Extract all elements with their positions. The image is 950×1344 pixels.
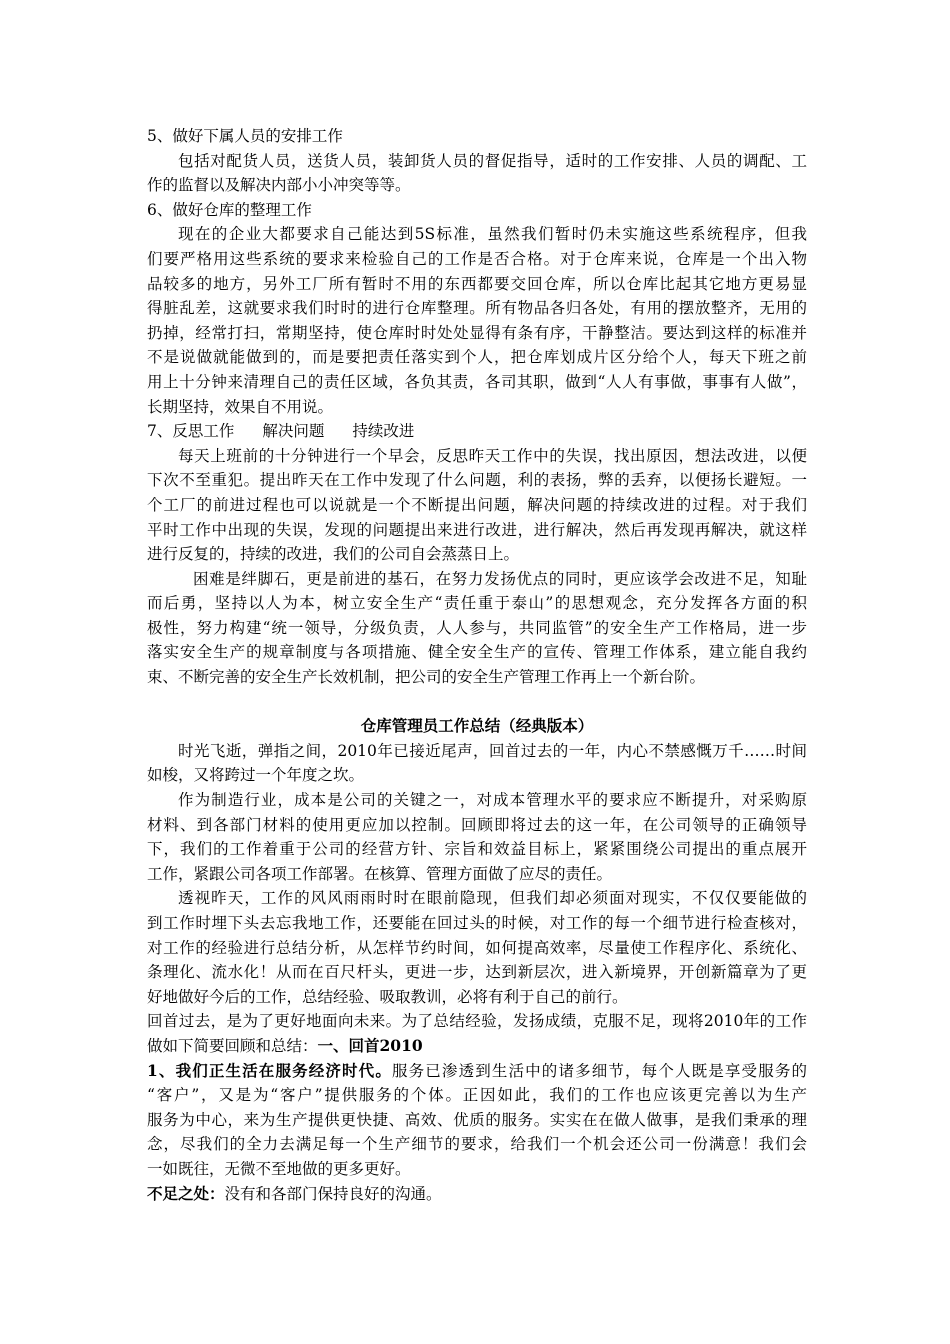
section-7-heading: [147, 419, 807, 444]
summary-p1-line: 如梭，又将跨过一个年度之坎。: [147, 766, 365, 785]
item-1-line: 念，尽我们的全力去满足每一个生产细节的要求，给我们一个机会还公司一份满意！我们会: [147, 1135, 807, 1154]
section-7-line: 下次不至重犯。提出昨天在工作中发现了什么问题，利的表扬，弊的丢弃，以便扬长避短。一: [147, 471, 807, 490]
summary-p3-line: 对工作的经验进行总结分析，从怎样节约时间，如何提高效率，尽量使工作程序化、系统化、: [147, 938, 807, 957]
shortfall-line: [147, 1182, 807, 1207]
closing-line: 束、不断完善的安全生产长效机制，把公司的安全生产管理工作再上一个新台阶。: [147, 668, 706, 687]
section-6-line: 得脏乱差，这就要求我们时时的进行仓库整理。所有物品各归各处，有用的摆放整齐，无用的: [147, 299, 807, 318]
item-1-line: 一如既往，无微不至地做的更多更好。: [147, 1159, 411, 1178]
closing-line: 落实安全生产的规章制度与各项措施、健全安全生产的宣传、管理工作体系，建立能自我约: [147, 643, 807, 662]
section-7-line: 平时工作中出现的失误，发现的问题提出来进行改进，进行解决，然后再发现再解决，就这样: [147, 520, 807, 539]
summary-p3-line: 条理化、流水化！从而在百尺杆头，更进一步，达到新层次，进入新境界，开创新篇章为了更: [147, 963, 807, 982]
section-6-line: 不是说做就能做到的，而是要把责任落实到个人，把仓库划成片区分给个人，每天下班之前: [147, 348, 807, 367]
summary-p4-line: [147, 1034, 807, 1059]
section-6-line: 扔掉，经常打扫，常期坚持，使仓库时时处处显得有条有序，干静整洁。要达到这样的标准并: [147, 323, 807, 342]
summary-p3-line: 透视昨天，工作的风风雨雨时时在眼前隐现，但我们却必须面对现实，不仅仅要能做的: [178, 889, 807, 908]
section-6-line: 长期坚持，效果自不用说。: [147, 397, 334, 416]
section-6-heading: 6、做好仓库的整理工作: [147, 200, 312, 219]
item-1-heading: 1、我们正生活在服务经济时代。: [147, 1060, 392, 1080]
section-7-heading-part: 7、反思工作: [147, 422, 235, 441]
summary-p2-line: 下，我们的工作着重于公司的经营方针、宗旨和效益目标上，紧紧围绕公司提出的重点展开: [147, 840, 807, 859]
item-1-line: [147, 1059, 807, 1084]
section-7-line: 每天上班前的十分钟进行一个早会，反思昨天工作中的失误，找出原因，想法改进，以便: [178, 446, 807, 465]
section-5-line: 作的监督以及解决内部小小冲突等等。: [147, 176, 411, 195]
item-1-line: 服务为中心，来为生产提供更快捷、高效、优质的服务。实实在在做人做事，是我们秉承的理: [147, 1110, 807, 1129]
summary-p1-line: 时光飞逝，弹指之间，2010年已接近尾声，回首过去的一年，内心不禁感慨万千……时间: [178, 741, 807, 760]
summary-p4-text: 做如下简要回顾和总结：: [147, 1036, 318, 1055]
summary-p3-line: 到工作时埋下头去忘我地工作，还要能在回过头的时候，对工作的每一个细节进行检查核对，: [147, 914, 807, 932]
item-1-text: 服务已渗透到生活中的诸多细节，每个人既是享受服务的: [391, 1061, 807, 1080]
summary-title: 仓库管理员工作总结（经典版本）: [360, 716, 594, 736]
review-heading: 一、回首2010: [317, 1035, 423, 1055]
summary-p2-line: 作为制造行业，成本是公司的关键之一，对成本管理水平的要求应不断提升，对采购原: [178, 791, 807, 810]
summary-p4-line: 回首过去，是为了更好地面向未来。为了总结经验，发扬成绩，克服不足，现将2010年的工作: [147, 1012, 807, 1031]
section-7-heading-part: 解决问题: [262, 422, 325, 441]
section-7-line: 进行反复的，持续的改进，我们的公司自会蒸蒸日上。: [147, 545, 520, 564]
document-page: [147, 124, 807, 1206]
shortfall-text: 没有和各部门保持良好的沟通。: [224, 1184, 442, 1203]
section-5-line: 包括对配货人员，送货人员，装卸货人员的督促指导，适时的工作安排、人员的调配、工: [178, 151, 807, 170]
summary-p2-line: 材料、到各部门材料的使用更应加以控制。回顾即将过去的这一年，在公司领导的正确领导: [147, 815, 807, 834]
section-5-heading: 5、做好下属人员的安排工作: [147, 127, 343, 145]
summary-p2-line: 工作，紧跟公司各项工作部署。在核算、管理方面做了应尽的责任。: [147, 864, 613, 883]
shortfall-label: 不足之处：: [147, 1183, 225, 1203]
closing-line: 困难是绊脚石，更是前进的基石，在努力发扬优点的同时，更应该学会改进不足，知耻: [193, 569, 807, 588]
section-6-line: 们要严格用这些系统的要求来检验自己的工作是否合格。对于仓库来说，仓库是一个出入物: [147, 249, 807, 268]
section-6-line: 用上十分钟来清理自己的责任区域，各负其责，各司其职，做到“人人有事做，事事有人做”，: [147, 372, 807, 391]
section-6-line: 品较多的地方，另外工厂所有暂时不用的东西都要交回仓库，所以仓库比起其它地方更易显: [147, 274, 807, 293]
closing-line: 极性，努力构建“统一领导，分级负责，人人参与，共同监管”的安全生产工作格局，进一步: [147, 618, 807, 637]
section-7-heading-part: 持续改进: [352, 422, 415, 441]
section-6-line: 现在的企业大都要求自己能达到5S标准，虽然我们暂时仍未实施这些系统程序，但我: [178, 225, 807, 244]
closing-line: 而后勇，坚持以人为本，树立安全生产“责任重于泰山”的思想观念，充分发挥各方面的积: [147, 594, 807, 613]
summary-p3-line: 好地做好今后的工作，总结经验、吸取教训，必将有利于自己的前行。: [147, 987, 628, 1006]
item-1-line: “客户”，又是为“客户”提供服务的个体。正因如此，我们的工作也应该更完善以为生产: [147, 1086, 807, 1105]
section-7-line: 个工厂的前进过程也可以说就是一个不断提出问题，解决问题的持续改进的过程。对于我们: [147, 495, 807, 514]
